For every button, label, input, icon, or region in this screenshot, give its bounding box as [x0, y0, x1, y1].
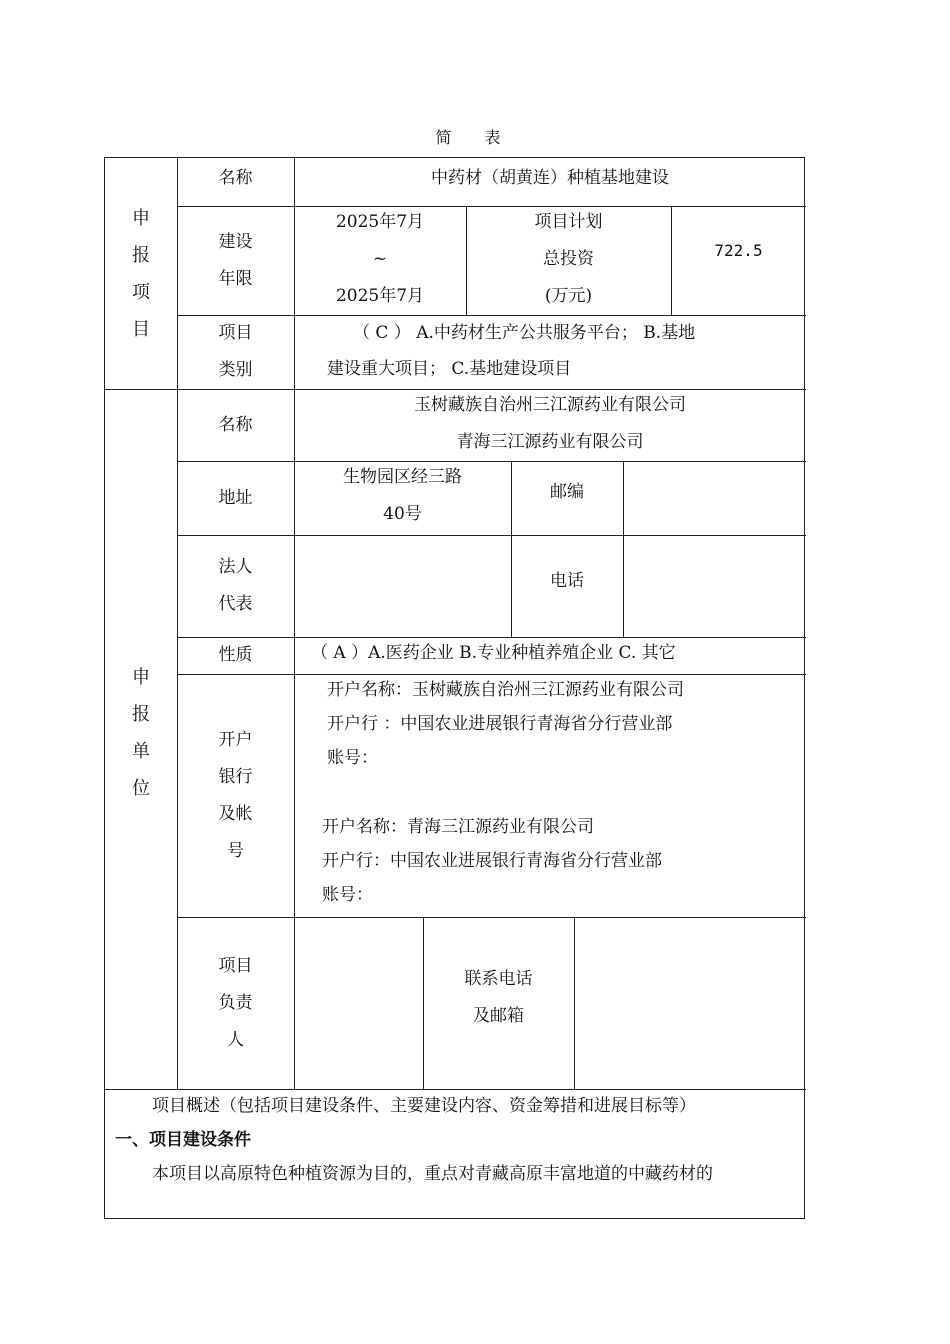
postcode-value: [623, 461, 806, 535]
unit-name-2: 青海三江源药业有限公司: [456, 431, 644, 452]
label-text: 项目: [218, 323, 253, 343]
label-text: 人: [227, 1029, 244, 1050]
address-label: [177, 461, 294, 535]
label-text: 地址: [218, 487, 253, 508]
project-name-value: [294, 158, 806, 198]
label-text: 负责: [218, 992, 253, 1013]
label-text: 名称: [218, 167, 253, 188]
form-title: 简 表: [435, 128, 515, 147]
project-section-label: [105, 158, 177, 389]
investment-label: [466, 203, 671, 315]
category-line-1: （ C ） A.中药材生产公共服务平台； B.基地: [353, 323, 696, 343]
unit-name-value: [294, 386, 806, 461]
phone-label: [511, 535, 623, 627]
value-text: 722.5: [714, 240, 763, 260]
bank-account-2-bank: 开户行：中国农业进展银行青海省分行营业部: [322, 851, 662, 871]
label-text: 电话: [550, 570, 584, 591]
summary-table: [104, 157, 805, 1219]
label-text: 项目计划: [534, 211, 603, 232]
label-char: 申: [132, 207, 150, 229]
unit-name-label: [177, 389, 294, 461]
unit-name-1: 玉树藏族自治州三江源药业有限公司: [414, 394, 686, 415]
category-line-2: 建设重大项目； C.基地建设项目: [327, 359, 572, 379]
address-line-2: 40号: [383, 503, 422, 524]
bank-account-1-name: 开户名称：玉树藏族自治州三江源药业有限公司: [327, 680, 684, 700]
label-char: 单: [132, 741, 150, 762]
label-char: 报: [132, 704, 150, 725]
investment-value: [671, 230, 806, 270]
label-text: 法人: [218, 557, 253, 577]
label-text: 代表: [218, 594, 253, 614]
period-label: [177, 206, 294, 315]
legal-rep-value: [294, 535, 511, 637]
label-char: 申: [132, 667, 150, 688]
label-text: 名称: [218, 414, 253, 435]
address-value: [294, 456, 511, 535]
label-text: 类别: [218, 360, 253, 380]
overview-paragraph-1: 本项目以高原特色种植资源为目的，重点对青藏高原丰富地道的中藏药材的: [152, 1164, 713, 1184]
label-char: 项: [132, 281, 150, 303]
label-char: 目: [132, 318, 150, 340]
period-separator: ~: [372, 248, 388, 269]
label-text: 邮编: [550, 481, 584, 502]
bank-account-1-number: 账号：: [327, 748, 378, 768]
period-value: [294, 203, 466, 315]
legal-rep-label: [177, 535, 294, 637]
contact-value: [574, 917, 806, 1089]
label-text: 开户: [218, 729, 253, 750]
period-end: 2025年7月: [335, 285, 425, 306]
label-text: 建设: [218, 231, 253, 252]
postcode-label: [511, 461, 623, 523]
period-start: 2025年7月: [335, 211, 425, 232]
label-text: 年限: [218, 268, 253, 289]
nature-label: [177, 637, 294, 674]
manager-label: [177, 917, 294, 1089]
overview-section-1-heading: 一、项目建设条件: [115, 1130, 251, 1150]
label-text: 及邮箱: [473, 1006, 524, 1026]
project-name-label: [177, 158, 294, 198]
label-text: 联系电话: [464, 969, 533, 989]
overview-heading: 项目概述（包括项目建设条件、主要建设内容、资金筹措和进展目标等）: [152, 1096, 696, 1116]
label-text: 总投资: [543, 248, 594, 269]
label-text: (万元): [544, 285, 593, 306]
manager-value: [294, 917, 423, 1089]
value-text: 中药材（胡黄连）种植基地建设: [431, 167, 669, 188]
contact-label: [423, 917, 574, 1079]
label-char: 报: [132, 244, 150, 266]
nature-value: （ A ）A.医药企业 B.专业种植养殖企业 C. 其它: [311, 643, 676, 663]
bank-account-2-number: 账号：: [322, 885, 373, 905]
category-label: [177, 315, 294, 389]
bank-label: [177, 674, 294, 917]
label-text: 项目: [218, 955, 253, 976]
unit-section-label: [105, 638, 177, 828]
label-text: 及帐: [218, 803, 253, 824]
bank-account-2-name: 开户名称：青海三江源药业有限公司: [322, 817, 594, 837]
label-text: 银行: [218, 766, 253, 787]
label-char: 位: [132, 778, 150, 799]
address-line-1: 生物园区经三路: [343, 466, 462, 487]
phone-value: [623, 535, 806, 637]
label-text: 号: [227, 840, 244, 861]
label-text: 性质: [218, 645, 253, 665]
bank-account-1-bank: 开户行 ：中国农业进展银行青海省分行营业部: [327, 714, 673, 734]
